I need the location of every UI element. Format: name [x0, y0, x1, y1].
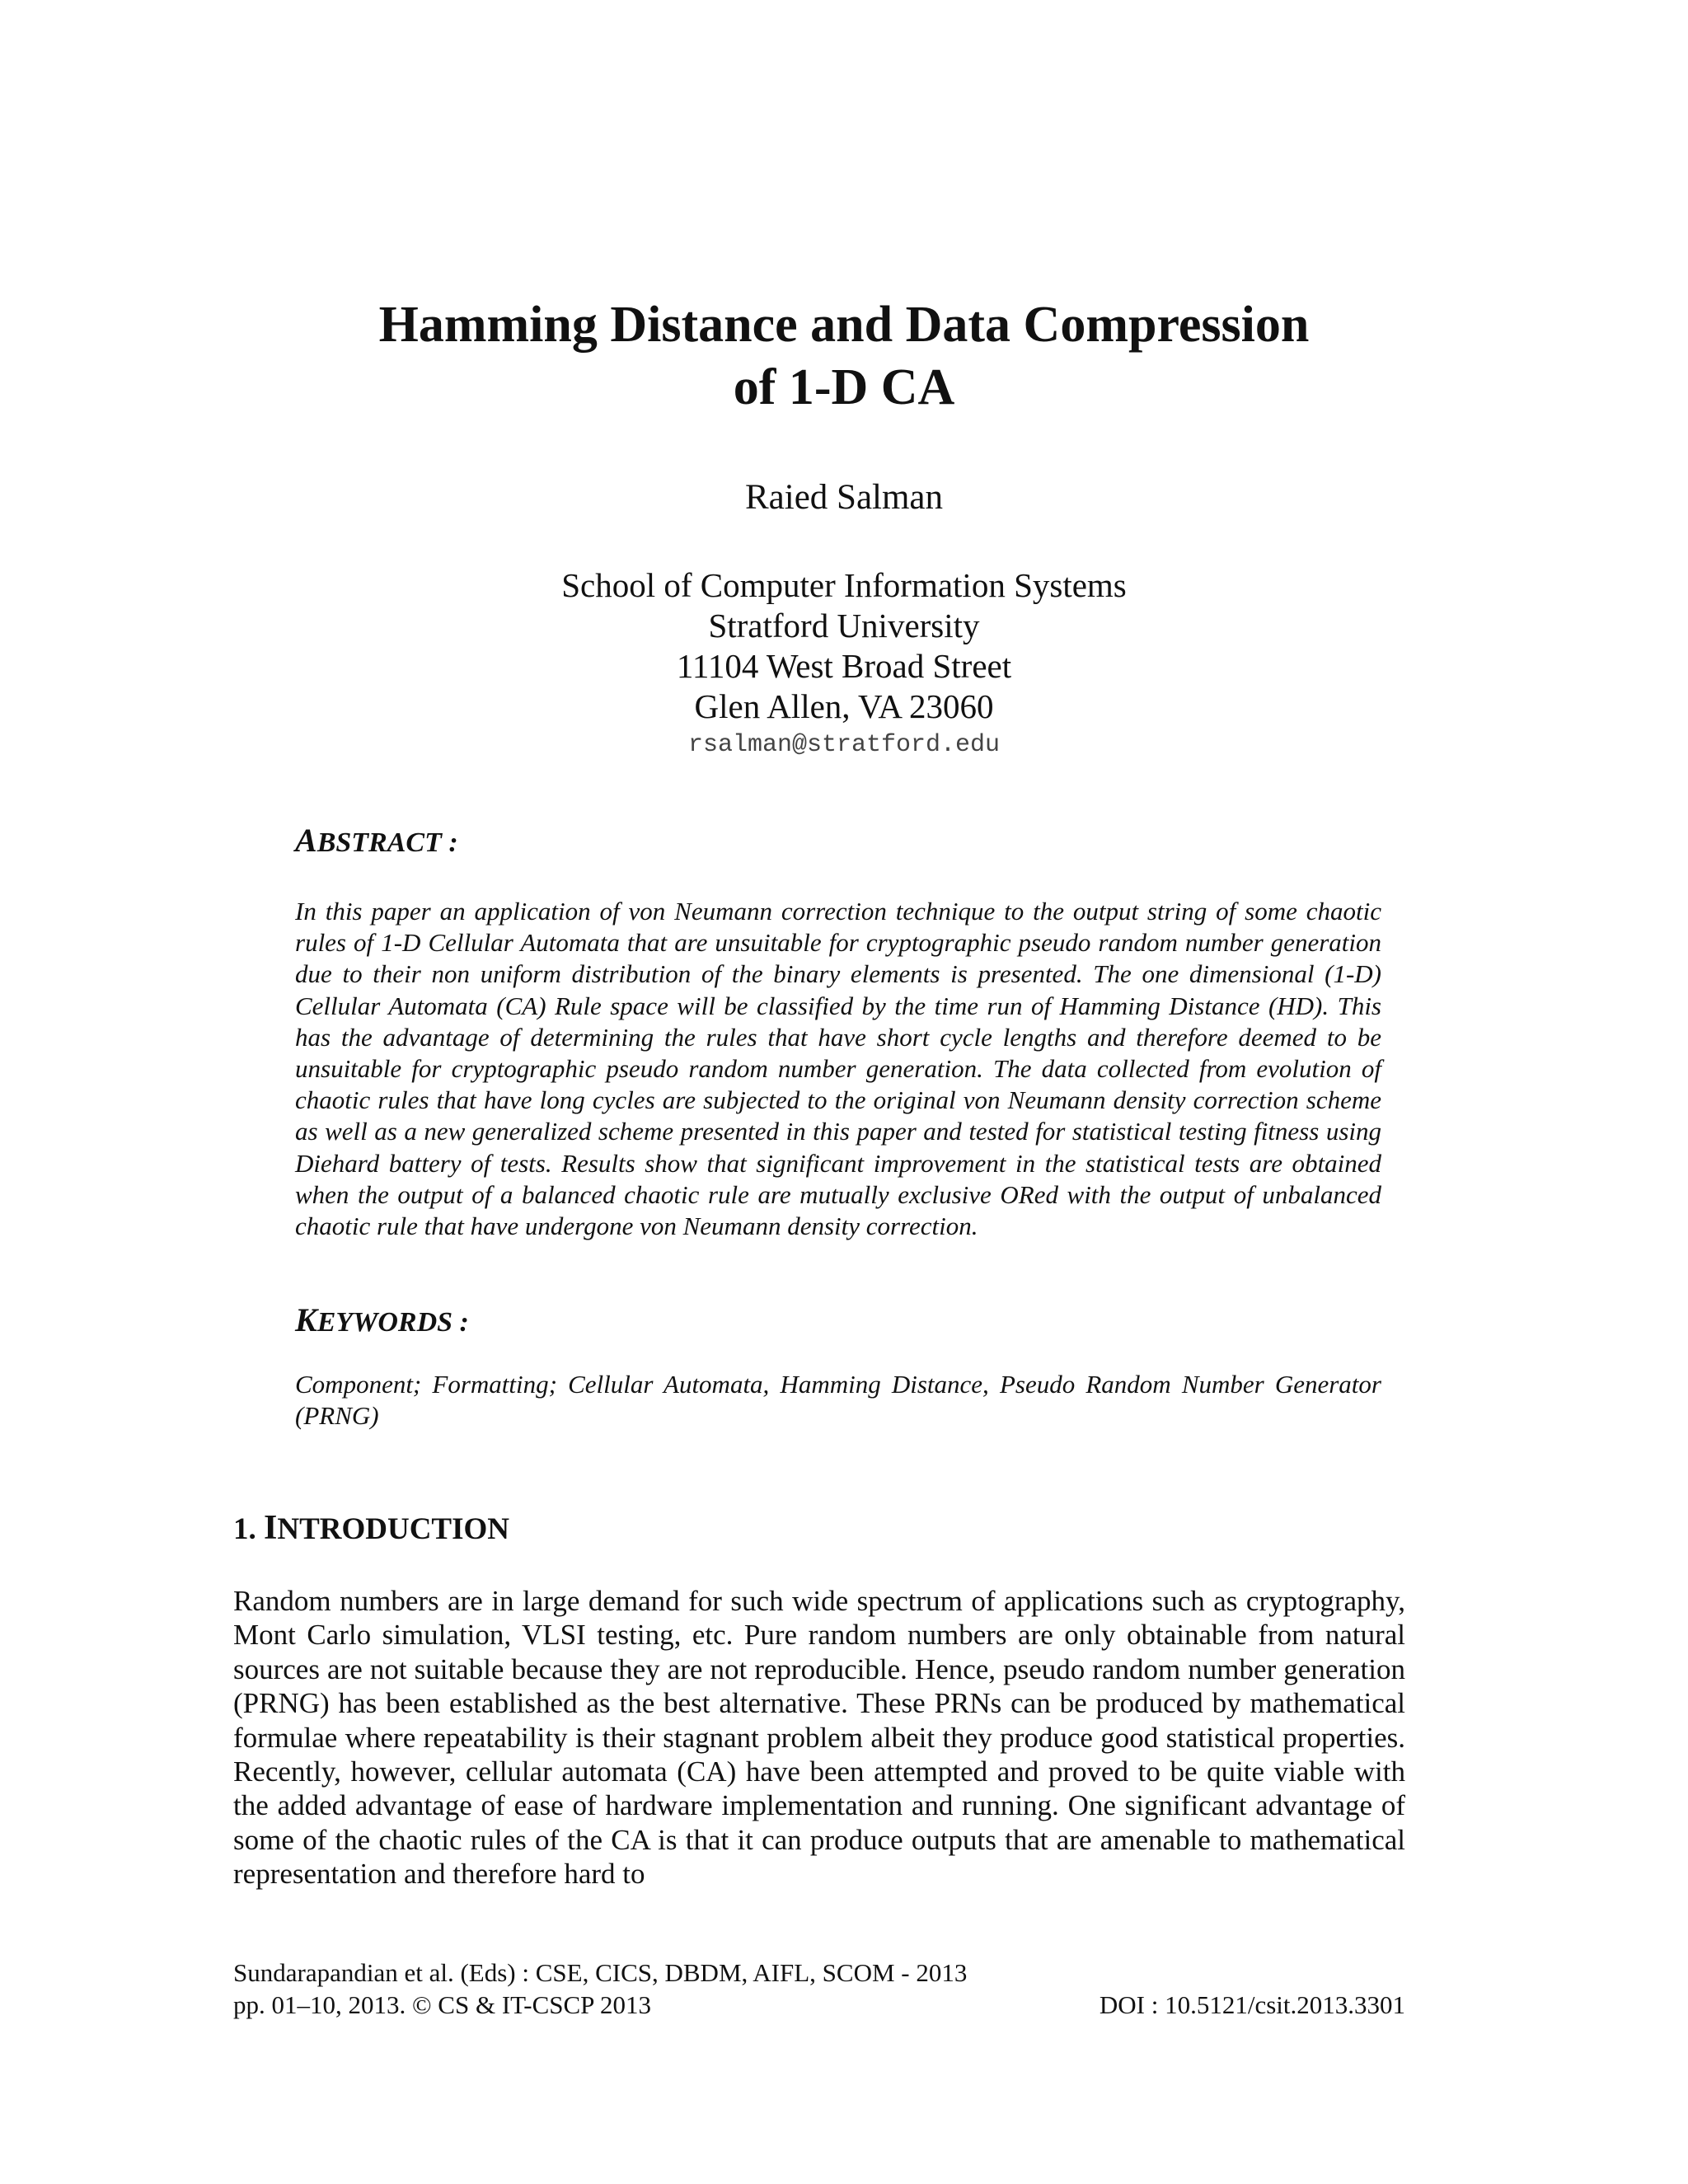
footer-pages-copyright: pp. 01–10, 2013. © CS & IT-CSCP 2013: [233, 1990, 652, 2019]
introduction-number: 1.: [233, 1512, 264, 1546]
introduction-heading: [233, 1510, 509, 1548]
footer-row: [233, 1989, 1405, 2021]
author-affiliation: [0, 565, 1688, 762]
paper-title: [0, 293, 1688, 419]
introduction-heading-rest: NTRODUCTION: [277, 1512, 509, 1546]
title-line-2: of 1-D CA: [733, 359, 955, 415]
affiliation-street: 11104 West Broad Street: [676, 647, 1012, 685]
affiliation-university: Stratford University: [708, 607, 980, 644]
title-line-1: Hamming Distance and Data Compression: [378, 297, 1310, 353]
keywords-heading-rest: EYWORDS :: [316, 1307, 469, 1338]
abstract-heading-rest: BSTRACT :: [316, 827, 458, 858]
keywords-text: Component; Formatting; Cellular Automata, Hamming Distance, Pseudo Random Number Generator (PRNG): [295, 1370, 1381, 1431]
introduction-text: Random numbers are in large demand for such wide spectrum of applications such as cryptography, Mont Carlo simulation, VLSI testing, etc. Pure random numbers are only obtainable from natural sources are not suitable because they are not reproducible. Hence, pseudo random number generation (PRNG) has been established as the best alternative. These PRNs can be produced by mathematical formulae where repeatability is their stagnant problem albeit they produce good statistical properties. Recently, however, cellular automata (CA) have been attempted and proved to be quite viable with the added advantage of ease of hardware implementation and running. One significant advantage of some of the chaotic rules of the CA is that it can produce outputs that are amenable to mathematical representation and therefore hard to: [233, 1585, 1405, 1891]
abstract-heading: [295, 824, 458, 860]
author-email: rsalman@stratford.edu: [687, 731, 1001, 759]
author-name: Raied Salman: [744, 478, 944, 517]
footer-proceedings: Sundarapandian et al. (Eds) : CSE, CICS, DBDM, AIFL, SCOM - 2013: [233, 1958, 968, 1987]
affiliation-school: School of Computer Information Systems: [561, 566, 1127, 604]
footer-doi: DOI : 10.5121/csit.2013.3301: [1099, 1990, 1405, 2019]
abstract-text: In this paper an application of von Neumann correction technique to the output string of some chaotic rules of 1-D Cellular Automata that are unsuitable for cryptographic pseudo random number generation due to their non uniform distribution of the binary elements is presented. The one dimensional (1-D) Cellular Automata (CA) Rule space will be classified by the time run of Hamming Distance (HD). This has the advantage of determining the rules that have short cycle lengths and therefore deemed to be unsuitable for cryptographic pseudo random number generation. The data collected from evolution of chaotic rules that have long cycles are subjected to the original von Neumann density correction scheme as well as a new generalized scheme presented in this paper and tested for statistical testing fitness using Diehard battery of tests. Results show that significant improvement in the statistical tests are obtained when the output of a balanced chaotic rule are mutually exclusive ORed with the output of unbalanced chaotic rule that have undergone von Neumann density correction.: [295, 897, 1381, 1241]
keywords-heading: [295, 1301, 469, 1339]
page-footer: [233, 1957, 1405, 2021]
keywords-heading-initial: K: [295, 1301, 317, 1338]
introduction-heading-initial: I: [264, 1509, 278, 1547]
affiliation-city: Glen Allen, VA 23060: [694, 687, 994, 725]
abstract-heading-initial: A: [295, 822, 317, 859]
